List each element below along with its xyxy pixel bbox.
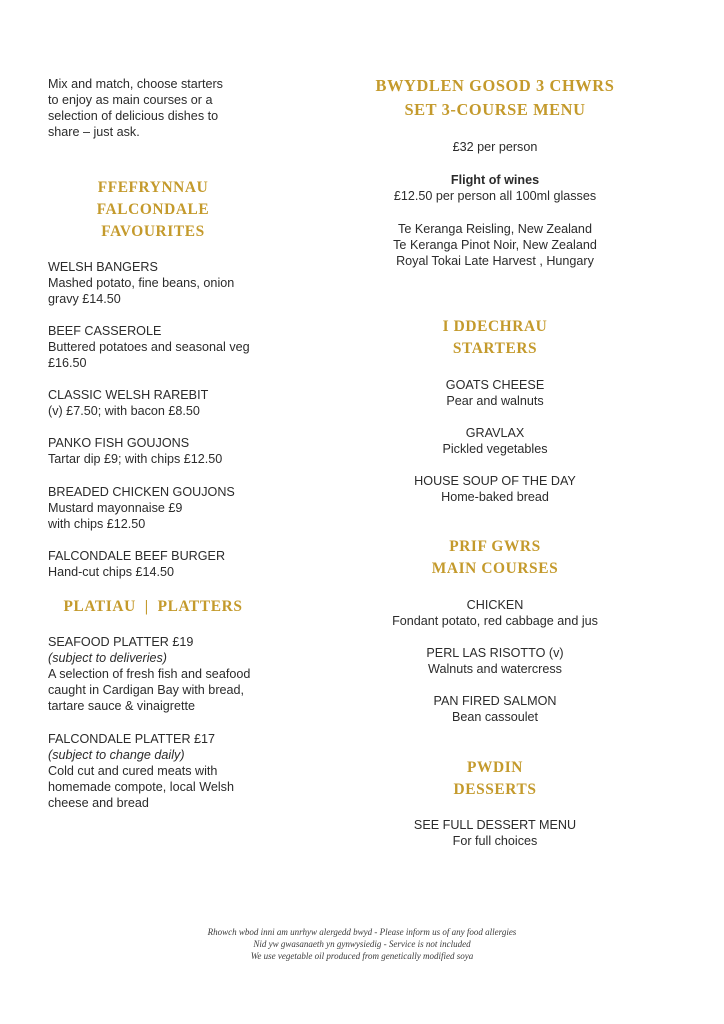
allergy-note: Rhowch wbod inni am unrhyw alergedd bwyd - Please inform us of any food allergies: [207, 927, 517, 937]
item-name: CHICKEN: [466, 598, 524, 612]
set-menu-price: £32 per person: [452, 140, 538, 154]
menu-item: [48, 548, 225, 580]
menu-item: [350, 597, 640, 629]
wine-item: Te Keranga Reisling, New Zealand: [398, 222, 592, 236]
item-name: CLASSIC WELSH RAREBIT: [48, 388, 209, 402]
menu-item: [350, 377, 640, 409]
menu-item: [48, 387, 208, 419]
wine-item: Te Keranga Pinot Noir, New Zealand: [393, 238, 597, 252]
item-note: (subject to deliveries): [48, 651, 167, 665]
wines-list: [350, 221, 640, 269]
wines-section: [350, 172, 640, 204]
item-description: Bean cassoulet: [451, 710, 539, 724]
item-name: WELSH BANGERS: [48, 260, 158, 274]
service-note: Nid yw gwasanaeth yn gynwysiedig - Service is not included: [253, 939, 471, 949]
footer-notes: [0, 926, 724, 962]
item-description: £16.50: [48, 356, 87, 370]
item-name: GOATS CHEESE: [445, 378, 545, 392]
item-name: PERL LAS RISOTTO (v): [426, 646, 564, 660]
heading-line: MAIN COURSES: [431, 560, 559, 577]
item-description: gravy £14.50: [48, 292, 121, 306]
intro-text: [48, 76, 223, 140]
item-description: Pickled vegetables: [442, 442, 548, 456]
item-description: homemade compote, local Welsh: [48, 780, 234, 794]
item-note: (subject to change daily): [48, 748, 185, 762]
item-description: Buttered potatoes and seasonal veg: [48, 340, 250, 354]
wines-price: £12.50 per person all 100ml glasses: [393, 189, 597, 203]
item-name: PANKO FISH GOUJONS: [48, 436, 190, 450]
heading-line: STARTERS: [452, 340, 538, 357]
heading-line: FAVOURITES: [101, 223, 205, 240]
starters-heading: [350, 316, 640, 360]
item-description: For full choices: [452, 834, 538, 848]
menu-item: [350, 693, 640, 725]
menu-item: [350, 425, 640, 457]
item-description: Pear and walnuts: [446, 394, 544, 408]
heading-line: FALCONDALE: [96, 201, 210, 218]
item-description: Tartar dip £9; with chips £12.50: [48, 452, 223, 466]
set-menu-title: [350, 74, 640, 122]
heading-line: SET 3-COURSE MENU: [404, 100, 586, 119]
menu-item: [350, 645, 640, 677]
item-name: HOUSE SOUP OF THE DAY: [414, 474, 576, 488]
item-description: cheese and bread: [48, 796, 149, 810]
menu-item: [48, 634, 250, 714]
item-description: with chips £12.50: [48, 517, 146, 531]
menu-item: [350, 817, 640, 849]
platters-heading: PLATIAU | PLATTERS: [63, 598, 243, 615]
item-name: PAN FIRED SALMON: [433, 694, 557, 708]
heading-line: FFEFRYNNAU: [97, 179, 209, 196]
item-description: Home-baked bread: [441, 490, 549, 504]
menu-item: [48, 323, 250, 371]
item-name: BEEF CASSEROLE: [48, 324, 162, 338]
heading-line: DESSERTS: [453, 781, 537, 798]
item-name: BREADED CHICKEN GOUJONS: [48, 485, 235, 499]
intro-line: to enjoy as main courses or a: [48, 93, 213, 107]
menu-item: [48, 435, 222, 467]
oil-note: We use vegetable oil produced from genetically modified soya: [250, 951, 474, 961]
wine-item: Royal Tokai Late Harvest , Hungary: [396, 254, 594, 268]
intro-line: share – just ask.: [48, 125, 140, 139]
menu-item: [48, 731, 234, 811]
menu-item: [48, 259, 234, 307]
item-description: Hand-cut chips £14.50: [48, 565, 175, 579]
item-description: (v) £7.50; with bacon £8.50: [48, 404, 200, 418]
item-name: GRAVLAX: [465, 426, 525, 440]
favourites-heading: [48, 177, 258, 243]
item-name: FALCONDALE BEEF BURGER: [48, 549, 226, 563]
heading-line: PWDIN: [466, 759, 523, 776]
item-description: Fondant potato, red cabbage and jus: [392, 614, 598, 628]
item-description: Cold cut and cured meats with: [48, 764, 218, 778]
heading-line: PRIF GWRS: [449, 538, 541, 555]
desserts-heading: [350, 757, 640, 801]
item-description: Mustard mayonnaise £9: [48, 501, 183, 515]
item-description: caught in Cardigan Bay with bread,: [48, 683, 245, 697]
item-description: Walnuts and watercress: [428, 662, 562, 676]
intro-line: selection of delicious dishes to: [48, 109, 219, 123]
heading-line: I DDECHRAU: [442, 318, 548, 335]
menu-item: [350, 473, 640, 505]
item-description: A selection of fresh fish and seafood: [48, 667, 251, 681]
heading-line: BWYDLEN GOSOD 3 CHWRS: [375, 76, 615, 95]
item-name: FALCONDALE PLATTER £17: [48, 732, 216, 746]
intro-line: Mix and match, choose starters: [48, 77, 223, 91]
wines-heading: Flight of wines: [450, 173, 540, 187]
item-name: SEE FULL DESSERT MENU: [413, 818, 577, 832]
mains-heading: [350, 536, 640, 580]
menu-item: [48, 484, 235, 532]
item-name: SEAFOOD PLATTER £19: [48, 635, 194, 649]
item-description: Mashed potato, fine beans, onion: [48, 276, 235, 290]
item-description: tartare sauce & vinaigrette: [48, 699, 196, 713]
